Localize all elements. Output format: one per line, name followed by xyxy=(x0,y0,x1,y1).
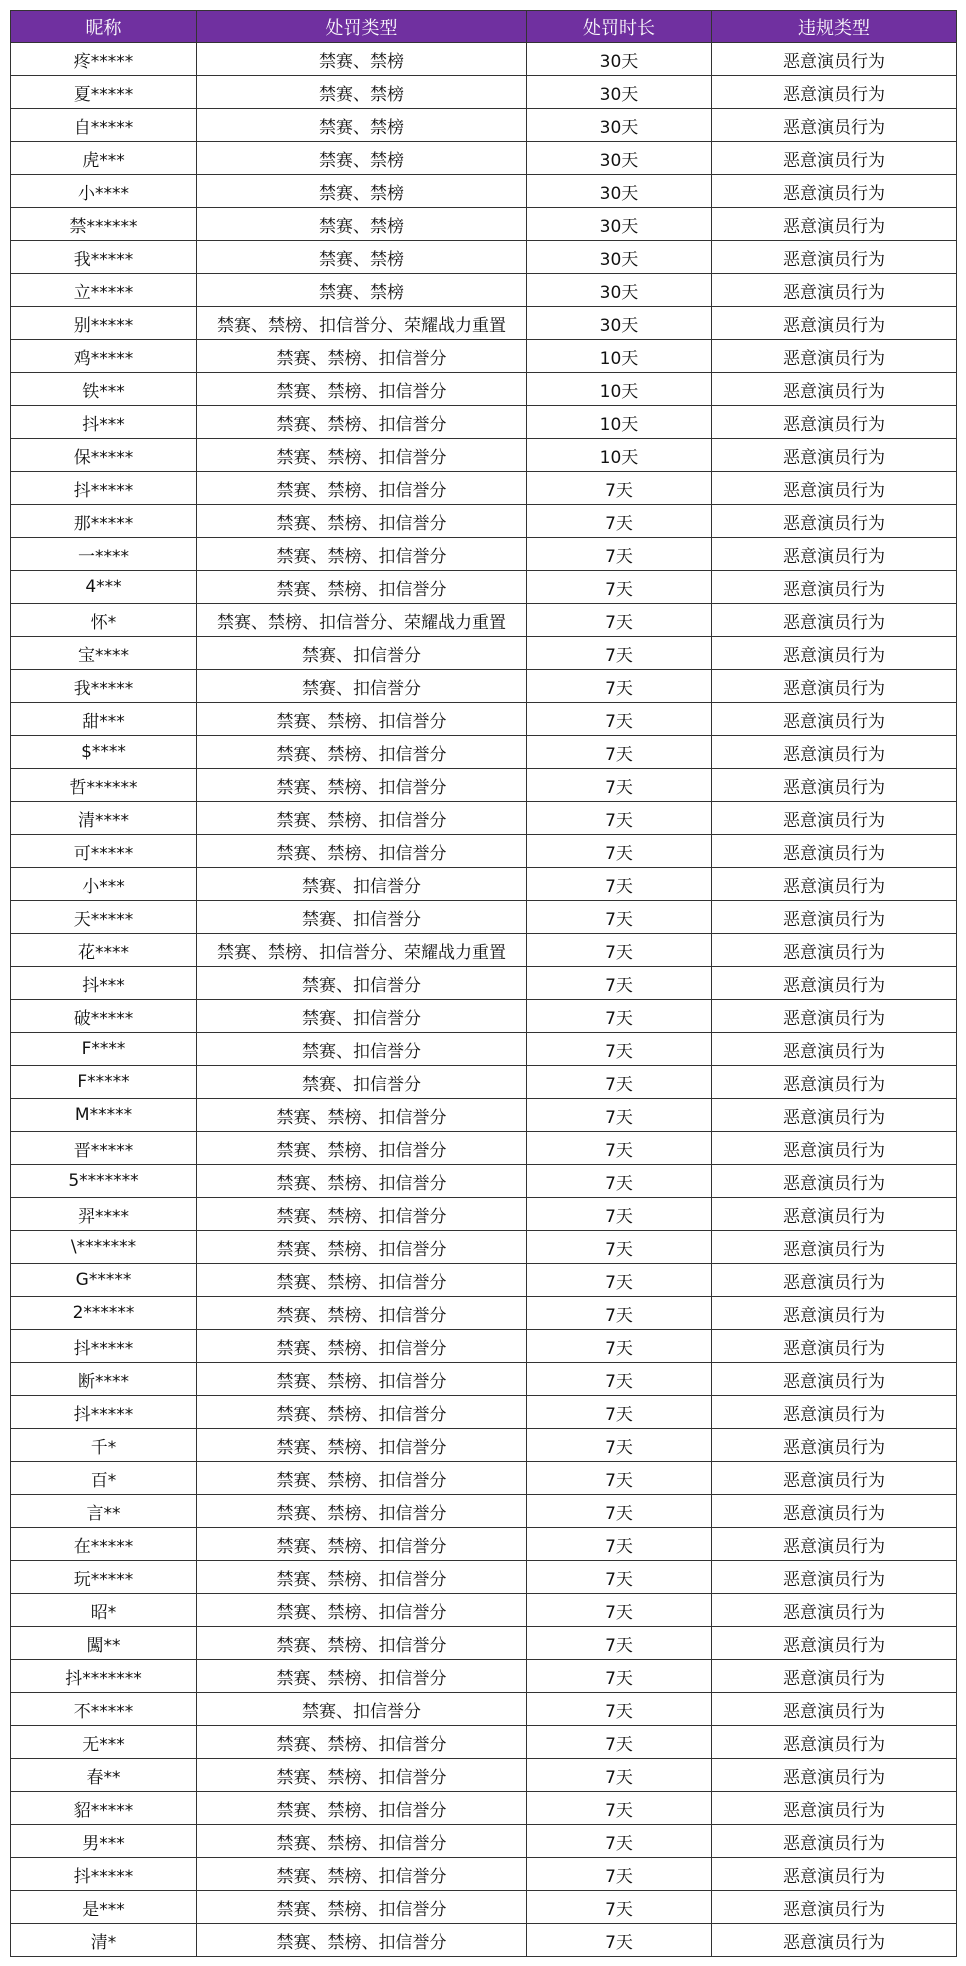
cell-penalty-duration: 10天 xyxy=(527,406,712,439)
cell-penalty-type: 禁赛、禁榜、扣信誉分 xyxy=(197,1858,527,1891)
table-row xyxy=(11,1099,957,1132)
cell-penalty-duration: 7天 xyxy=(527,1825,712,1858)
cell-penalty-type: 禁赛、禁榜、扣信誉分 xyxy=(197,1132,527,1165)
table-row xyxy=(11,1825,957,1858)
table-row xyxy=(11,1627,957,1660)
table-row xyxy=(11,1495,957,1528)
cell-penalty-type: 禁赛、禁榜、扣信誉分 xyxy=(197,1528,527,1561)
cell-violation-type: 恶意演员行为 xyxy=(712,1297,957,1330)
cell-violation-type: 恶意演员行为 xyxy=(712,1264,957,1297)
table-row xyxy=(11,835,957,868)
cell-penalty-type: 禁赛、禁榜、扣信誉分 xyxy=(197,1792,527,1825)
cell-penalty-duration: 7天 xyxy=(527,1561,712,1594)
cell-penalty-duration: 7天 xyxy=(527,1330,712,1363)
cell-nickname: 玩***** xyxy=(11,1561,197,1594)
cell-penalty-duration: 7天 xyxy=(527,1594,712,1627)
table-row xyxy=(11,868,957,901)
cell-violation-type: 恶意演员行为 xyxy=(712,769,957,802)
cell-penalty-type: 禁赛、禁榜、扣信誉分 xyxy=(197,1198,527,1231)
table-row xyxy=(11,670,957,703)
cell-penalty-duration: 7天 xyxy=(527,1165,712,1198)
cell-nickname: 4*** xyxy=(11,571,197,604)
cell-violation-type: 恶意演员行为 xyxy=(712,307,957,340)
cell-violation-type: 恶意演员行为 xyxy=(712,1660,957,1693)
cell-nickname: 5******* xyxy=(11,1165,197,1198)
cell-penalty-duration: 7天 xyxy=(527,1759,712,1792)
cell-nickname: 无*** xyxy=(11,1726,197,1759)
cell-violation-type: 恶意演员行为 xyxy=(712,340,957,373)
cell-nickname: 自***** xyxy=(11,109,197,142)
cell-penalty-type: 禁赛、禁榜 xyxy=(197,109,527,142)
cell-nickname: 禁****** xyxy=(11,208,197,241)
cell-penalty-type: 禁赛、禁榜、扣信誉分 xyxy=(197,373,527,406)
cell-violation-type: 恶意演员行为 xyxy=(712,208,957,241)
table-row xyxy=(11,1000,957,1033)
cell-penalty-duration: 7天 xyxy=(527,1660,712,1693)
cell-penalty-type: 禁赛、禁榜、扣信誉分、荣耀战力重置 xyxy=(197,307,527,340)
cell-penalty-type: 禁赛、扣信誉分 xyxy=(197,670,527,703)
cell-penalty-type: 禁赛、禁榜 xyxy=(197,274,527,307)
cell-penalty-type: 禁赛、禁榜、扣信誉分 xyxy=(197,1561,527,1594)
cell-violation-type: 恶意演员行为 xyxy=(712,538,957,571)
cell-nickname: 清**** xyxy=(11,802,197,835)
cell-nickname: 可***** xyxy=(11,835,197,868)
cell-nickname: 抖*** xyxy=(11,406,197,439)
cell-nickname: 抖***** xyxy=(11,472,197,505)
cell-violation-type: 恶意演员行为 xyxy=(712,1495,957,1528)
cell-nickname: 我***** xyxy=(11,241,197,274)
table-row xyxy=(11,934,957,967)
table-row xyxy=(11,1693,957,1726)
cell-penalty-type: 禁赛、禁榜、扣信誉分 xyxy=(197,1759,527,1792)
cell-nickname: 是*** xyxy=(11,1891,197,1924)
cell-nickname: 小**** xyxy=(11,175,197,208)
cell-violation-type: 恶意演员行为 xyxy=(712,439,957,472)
cell-nickname: 不***** xyxy=(11,1693,197,1726)
cell-violation-type: 恶意演员行为 xyxy=(712,1627,957,1660)
cell-penalty-type: 禁赛、禁榜、扣信誉分 xyxy=(197,736,527,769)
cell-violation-type: 恶意演员行为 xyxy=(712,967,957,1000)
cell-penalty-type: 禁赛、禁榜、扣信誉分 xyxy=(197,1825,527,1858)
header-penalty-type: 处罚类型 xyxy=(197,11,527,43)
cell-violation-type: 恶意演员行为 xyxy=(712,703,957,736)
cell-penalty-type: 禁赛、禁榜、扣信誉分 xyxy=(197,1594,527,1627)
cell-nickname: 2****** xyxy=(11,1297,197,1330)
cell-violation-type: 恶意演员行为 xyxy=(712,472,957,505)
cell-penalty-type: 禁赛、禁榜、扣信誉分、荣耀战力重置 xyxy=(197,604,527,637)
cell-penalty-duration: 7天 xyxy=(527,802,712,835)
table-row xyxy=(11,1297,957,1330)
cell-nickname: 甜*** xyxy=(11,703,197,736)
cell-nickname: 貂***** xyxy=(11,1792,197,1825)
cell-nickname: 那***** xyxy=(11,505,197,538)
cell-violation-type: 恶意演员行为 xyxy=(712,1132,957,1165)
cell-penalty-duration: 7天 xyxy=(527,1066,712,1099)
cell-penalty-duration: 7天 xyxy=(527,1429,712,1462)
cell-violation-type: 恶意演员行为 xyxy=(712,934,957,967)
cell-violation-type: 恶意演员行为 xyxy=(712,1033,957,1066)
table-row xyxy=(11,505,957,538)
cell-penalty-duration: 7天 xyxy=(527,1726,712,1759)
cell-penalty-type: 禁赛、禁榜、扣信誉分 xyxy=(197,1627,527,1660)
cell-nickname: 在***** xyxy=(11,1528,197,1561)
cell-penalty-duration: 30天 xyxy=(527,208,712,241)
cell-violation-type: 恶意演员行为 xyxy=(712,736,957,769)
cell-nickname: 宝**** xyxy=(11,637,197,670)
cell-nickname: 虎*** xyxy=(11,142,197,175)
table-row xyxy=(11,1066,957,1099)
cell-nickname: 千* xyxy=(11,1429,197,1462)
cell-violation-type: 恶意演员行为 xyxy=(712,1726,957,1759)
table-row xyxy=(11,1726,957,1759)
table-row xyxy=(11,1924,957,1957)
cell-penalty-type: 禁赛、禁榜、扣信誉分 xyxy=(197,1297,527,1330)
cell-nickname: 抖***** xyxy=(11,1396,197,1429)
cell-penalty-type: 禁赛、禁榜、扣信誉分 xyxy=(197,769,527,802)
table-row xyxy=(11,571,957,604)
table-row xyxy=(11,472,957,505)
table-row xyxy=(11,1165,957,1198)
cell-penalty-duration: 7天 xyxy=(527,1099,712,1132)
table-row xyxy=(11,1891,957,1924)
cell-penalty-duration: 7天 xyxy=(527,571,712,604)
cell-penalty-type: 禁赛、禁榜、扣信誉分 xyxy=(197,1726,527,1759)
cell-penalty-duration: 30天 xyxy=(527,109,712,142)
cell-violation-type: 恶意演员行为 xyxy=(712,175,957,208)
cell-nickname: \******* xyxy=(11,1231,197,1264)
cell-penalty-type: 禁赛、扣信誉分 xyxy=(197,868,527,901)
cell-nickname: F**** xyxy=(11,1033,197,1066)
cell-violation-type: 恶意演员行为 xyxy=(712,802,957,835)
cell-penalty-duration: 7天 xyxy=(527,967,712,1000)
table-row xyxy=(11,406,957,439)
cell-violation-type: 恶意演员行为 xyxy=(712,1858,957,1891)
table-row xyxy=(11,340,957,373)
cell-penalty-type: 禁赛、禁榜、扣信誉分 xyxy=(197,571,527,604)
cell-penalty-type: 禁赛、禁榜、扣信誉分 xyxy=(197,472,527,505)
cell-violation-type: 恶意演员行为 xyxy=(712,637,957,670)
cell-penalty-duration: 7天 xyxy=(527,736,712,769)
table-row xyxy=(11,703,957,736)
cell-violation-type: 恶意演员行为 xyxy=(712,1693,957,1726)
cell-penalty-type: 禁赛、禁榜 xyxy=(197,175,527,208)
cell-violation-type: 恶意演员行为 xyxy=(712,1198,957,1231)
cell-nickname: 清* xyxy=(11,1924,197,1957)
cell-nickname: 晋***** xyxy=(11,1132,197,1165)
cell-nickname: 言** xyxy=(11,1495,197,1528)
cell-penalty-type: 禁赛、禁榜、扣信誉分 xyxy=(197,1924,527,1957)
cell-violation-type: 恶意演员行为 xyxy=(712,571,957,604)
cell-penalty-duration: 7天 xyxy=(527,1792,712,1825)
cell-penalty-duration: 7天 xyxy=(527,1198,712,1231)
cell-nickname: G***** xyxy=(11,1264,197,1297)
cell-violation-type: 恶意演员行为 xyxy=(712,604,957,637)
table-row xyxy=(11,43,957,76)
cell-penalty-type: 禁赛、禁榜、扣信誉分、荣耀战力重置 xyxy=(197,934,527,967)
cell-penalty-type: 禁赛、禁榜、扣信誉分 xyxy=(197,1099,527,1132)
cell-penalty-type: 禁赛、禁榜、扣信誉分 xyxy=(197,505,527,538)
cell-violation-type: 恶意演员行为 xyxy=(712,109,957,142)
cell-violation-type: 恶意演员行为 xyxy=(712,1924,957,1957)
table-row xyxy=(11,1132,957,1165)
cell-penalty-type: 禁赛、扣信誉分 xyxy=(197,901,527,934)
cell-penalty-type: 禁赛、禁榜、扣信誉分 xyxy=(197,802,527,835)
table-row xyxy=(11,208,957,241)
cell-violation-type: 恶意演员行为 xyxy=(712,142,957,175)
cell-penalty-duration: 30天 xyxy=(527,274,712,307)
table-row xyxy=(11,1660,957,1693)
table-row xyxy=(11,637,957,670)
cell-violation-type: 恶意演员行为 xyxy=(712,835,957,868)
cell-violation-type: 恶意演员行为 xyxy=(712,1363,957,1396)
cell-violation-type: 恶意演员行为 xyxy=(712,1594,957,1627)
cell-nickname: 百* xyxy=(11,1462,197,1495)
cell-penalty-duration: 30天 xyxy=(527,175,712,208)
cell-violation-type: 恶意演员行为 xyxy=(712,1462,957,1495)
header-row xyxy=(11,11,957,43)
table-row xyxy=(11,1792,957,1825)
cell-violation-type: 恶意演员行为 xyxy=(712,1792,957,1825)
table-row xyxy=(11,1363,957,1396)
cell-penalty-type: 禁赛、禁榜、扣信誉分 xyxy=(197,439,527,472)
table-header xyxy=(11,11,957,43)
cell-penalty-type: 禁赛、扣信誉分 xyxy=(197,967,527,1000)
cell-violation-type: 恶意演员行为 xyxy=(712,1330,957,1363)
table-body xyxy=(11,43,957,1957)
cell-violation-type: 恶意演员行为 xyxy=(712,1528,957,1561)
cell-nickname: 夏***** xyxy=(11,76,197,109)
cell-penalty-type: 禁赛、禁榜、扣信誉分 xyxy=(197,1165,527,1198)
cell-penalty-duration: 10天 xyxy=(527,373,712,406)
cell-penalty-duration: 7天 xyxy=(527,703,712,736)
cell-penalty-type: 禁赛、禁榜 xyxy=(197,208,527,241)
table-row xyxy=(11,1561,957,1594)
cell-penalty-duration: 7天 xyxy=(527,1033,712,1066)
cell-violation-type: 恶意演员行为 xyxy=(712,274,957,307)
cell-penalty-duration: 7天 xyxy=(527,868,712,901)
cell-penalty-type: 禁赛、禁榜、扣信誉分 xyxy=(197,1462,527,1495)
table-row xyxy=(11,175,957,208)
cell-nickname: 春** xyxy=(11,1759,197,1792)
cell-penalty-duration: 30天 xyxy=(527,241,712,274)
cell-penalty-duration: 7天 xyxy=(527,604,712,637)
cell-penalty-duration: 10天 xyxy=(527,439,712,472)
cell-nickname: M***** xyxy=(11,1099,197,1132)
table-row xyxy=(11,1396,957,1429)
cell-penalty-duration: 7天 xyxy=(527,505,712,538)
table-row xyxy=(11,1594,957,1627)
cell-penalty-duration: 7天 xyxy=(527,835,712,868)
cell-nickname: 小*** xyxy=(11,868,197,901)
cell-penalty-duration: 7天 xyxy=(527,1627,712,1660)
cell-penalty-type: 禁赛、禁榜、扣信誉分 xyxy=(197,538,527,571)
table-row xyxy=(11,1033,957,1066)
penalty-table-container xyxy=(10,10,956,1957)
cell-nickname: 别***** xyxy=(11,307,197,340)
table-row xyxy=(11,439,957,472)
cell-penalty-type: 禁赛、扣信誉分 xyxy=(197,1066,527,1099)
cell-penalty-duration: 7天 xyxy=(527,1363,712,1396)
table-row xyxy=(11,769,957,802)
cell-penalty-duration: 7天 xyxy=(527,670,712,703)
cell-violation-type: 恶意演员行为 xyxy=(712,406,957,439)
cell-penalty-type: 禁赛、禁榜、扣信誉分 xyxy=(197,1396,527,1429)
cell-violation-type: 恶意演员行为 xyxy=(712,1066,957,1099)
cell-penalty-duration: 7天 xyxy=(527,1462,712,1495)
cell-nickname: 抖***** xyxy=(11,1858,197,1891)
cell-penalty-duration: 7天 xyxy=(527,1693,712,1726)
cell-penalty-type: 禁赛、扣信誉分 xyxy=(197,1033,527,1066)
table-row xyxy=(11,1759,957,1792)
table-row xyxy=(11,1264,957,1297)
cell-penalty-duration: 7天 xyxy=(527,538,712,571)
cell-penalty-duration: 7天 xyxy=(527,1396,712,1429)
cell-penalty-type: 禁赛、禁榜、扣信誉分 xyxy=(197,1891,527,1924)
cell-penalty-duration: 7天 xyxy=(527,472,712,505)
cell-penalty-duration: 7天 xyxy=(527,1891,712,1924)
cell-violation-type: 恶意演员行为 xyxy=(712,868,957,901)
cell-nickname: 抖******* xyxy=(11,1660,197,1693)
cell-nickname: 立***** xyxy=(11,274,197,307)
cell-penalty-duration: 7天 xyxy=(527,1495,712,1528)
cell-penalty-type: 禁赛、禁榜、扣信誉分 xyxy=(197,1429,527,1462)
cell-violation-type: 恶意演员行为 xyxy=(712,1099,957,1132)
cell-penalty-duration: 7天 xyxy=(527,637,712,670)
table-row xyxy=(11,241,957,274)
cell-nickname: 羿**** xyxy=(11,1198,197,1231)
cell-penalty-type: 禁赛、禁榜 xyxy=(197,142,527,175)
header-violation-type: 违规类型 xyxy=(712,11,957,43)
cell-violation-type: 恶意演员行为 xyxy=(712,1891,957,1924)
cell-nickname: 保***** xyxy=(11,439,197,472)
cell-violation-type: 恶意演员行为 xyxy=(712,1825,957,1858)
cell-penalty-duration: 7天 xyxy=(527,769,712,802)
table-row xyxy=(11,967,957,1000)
table-row xyxy=(11,538,957,571)
cell-penalty-duration: 7天 xyxy=(527,1528,712,1561)
cell-nickname: 一**** xyxy=(11,538,197,571)
cell-penalty-type: 禁赛、禁榜、扣信誉分 xyxy=(197,1495,527,1528)
cell-nickname: 疼***** xyxy=(11,43,197,76)
cell-penalty-duration: 7天 xyxy=(527,1231,712,1264)
cell-violation-type: 恶意演员行为 xyxy=(712,670,957,703)
cell-violation-type: 恶意演员行为 xyxy=(712,241,957,274)
cell-penalty-type: 禁赛、禁榜、扣信誉分 xyxy=(197,1264,527,1297)
cell-penalty-type: 禁赛、禁榜 xyxy=(197,43,527,76)
cell-violation-type: 恶意演员行为 xyxy=(712,1759,957,1792)
cell-nickname: $**** xyxy=(11,736,197,769)
cell-penalty-duration: 7天 xyxy=(527,1924,712,1957)
cell-penalty-duration: 10天 xyxy=(527,340,712,373)
cell-nickname: 哲****** xyxy=(11,769,197,802)
table-row xyxy=(11,76,957,109)
cell-nickname: 断**** xyxy=(11,1363,197,1396)
cell-penalty-duration: 7天 xyxy=(527,1132,712,1165)
table-row xyxy=(11,1198,957,1231)
cell-nickname: 天***** xyxy=(11,901,197,934)
cell-penalty-type: 禁赛、禁榜、扣信誉分 xyxy=(197,1231,527,1264)
cell-violation-type: 恶意演员行为 xyxy=(712,373,957,406)
cell-penalty-type: 禁赛、扣信誉分 xyxy=(197,1000,527,1033)
table-row xyxy=(11,373,957,406)
cell-penalty-duration: 7天 xyxy=(527,1000,712,1033)
cell-violation-type: 恶意演员行为 xyxy=(712,1429,957,1462)
table-row xyxy=(11,1462,957,1495)
table-row xyxy=(11,109,957,142)
cell-nickname: F***** xyxy=(11,1066,197,1099)
cell-penalty-duration: 7天 xyxy=(527,1858,712,1891)
cell-penalty-type: 禁赛、扣信誉分 xyxy=(197,1693,527,1726)
cell-penalty-type: 禁赛、禁榜、扣信誉分 xyxy=(197,1363,527,1396)
cell-violation-type: 恶意演员行为 xyxy=(712,901,957,934)
cell-nickname: 抖*** xyxy=(11,967,197,1000)
table-row xyxy=(11,1231,957,1264)
cell-penalty-duration: 7天 xyxy=(527,1264,712,1297)
cell-penalty-type: 禁赛、禁榜、扣信誉分 xyxy=(197,703,527,736)
cell-penalty-type: 禁赛、禁榜、扣信誉分 xyxy=(197,835,527,868)
table-row xyxy=(11,274,957,307)
table-row xyxy=(11,736,957,769)
cell-penalty-type: 禁赛、禁榜、扣信誉分 xyxy=(197,1330,527,1363)
cell-penalty-duration: 30天 xyxy=(527,43,712,76)
table-row xyxy=(11,604,957,637)
cell-nickname: 男*** xyxy=(11,1825,197,1858)
cell-penalty-type: 禁赛、禁榜、扣信誉分 xyxy=(197,406,527,439)
cell-violation-type: 恶意演员行为 xyxy=(712,1561,957,1594)
table-row xyxy=(11,901,957,934)
cell-violation-type: 恶意演员行为 xyxy=(712,1000,957,1033)
table-row xyxy=(11,1858,957,1891)
cell-violation-type: 恶意演员行为 xyxy=(712,76,957,109)
header-nickname: 昵称 xyxy=(11,11,197,43)
table-row xyxy=(11,1330,957,1363)
cell-nickname: 铁*** xyxy=(11,373,197,406)
cell-penalty-duration: 7天 xyxy=(527,934,712,967)
table-row xyxy=(11,1429,957,1462)
cell-violation-type: 恶意演员行为 xyxy=(712,505,957,538)
cell-nickname: 我***** xyxy=(11,670,197,703)
table-row xyxy=(11,1528,957,1561)
cell-nickname: 鸡***** xyxy=(11,340,197,373)
cell-violation-type: 恶意演员行为 xyxy=(712,1231,957,1264)
cell-penalty-type: 禁赛、禁榜、扣信誉分 xyxy=(197,1660,527,1693)
cell-nickname: 抖***** xyxy=(11,1330,197,1363)
cell-penalty-type: 禁赛、禁榜、扣信誉分 xyxy=(197,340,527,373)
table-row xyxy=(11,142,957,175)
cell-penalty-duration: 7天 xyxy=(527,1297,712,1330)
cell-violation-type: 恶意演员行为 xyxy=(712,1165,957,1198)
table-row xyxy=(11,802,957,835)
header-penalty-duration: 处罚时长 xyxy=(527,11,712,43)
cell-penalty-duration: 30天 xyxy=(527,142,712,175)
cell-penalty-duration: 30天 xyxy=(527,76,712,109)
cell-penalty-type: 禁赛、禁榜 xyxy=(197,76,527,109)
cell-penalty-duration: 7天 xyxy=(527,901,712,934)
cell-violation-type: 恶意演员行为 xyxy=(712,43,957,76)
cell-penalty-duration: 30天 xyxy=(527,307,712,340)
cell-nickname: 破***** xyxy=(11,1000,197,1033)
cell-nickname: 花**** xyxy=(11,934,197,967)
cell-penalty-type: 禁赛、扣信誉分 xyxy=(197,637,527,670)
penalty-table xyxy=(10,10,957,1957)
table-row xyxy=(11,307,957,340)
cell-nickname: 闖** xyxy=(11,1627,197,1660)
cell-nickname: 怀* xyxy=(11,604,197,637)
cell-penalty-type: 禁赛、禁榜 xyxy=(197,241,527,274)
cell-nickname: 昭* xyxy=(11,1594,197,1627)
cell-violation-type: 恶意演员行为 xyxy=(712,1396,957,1429)
